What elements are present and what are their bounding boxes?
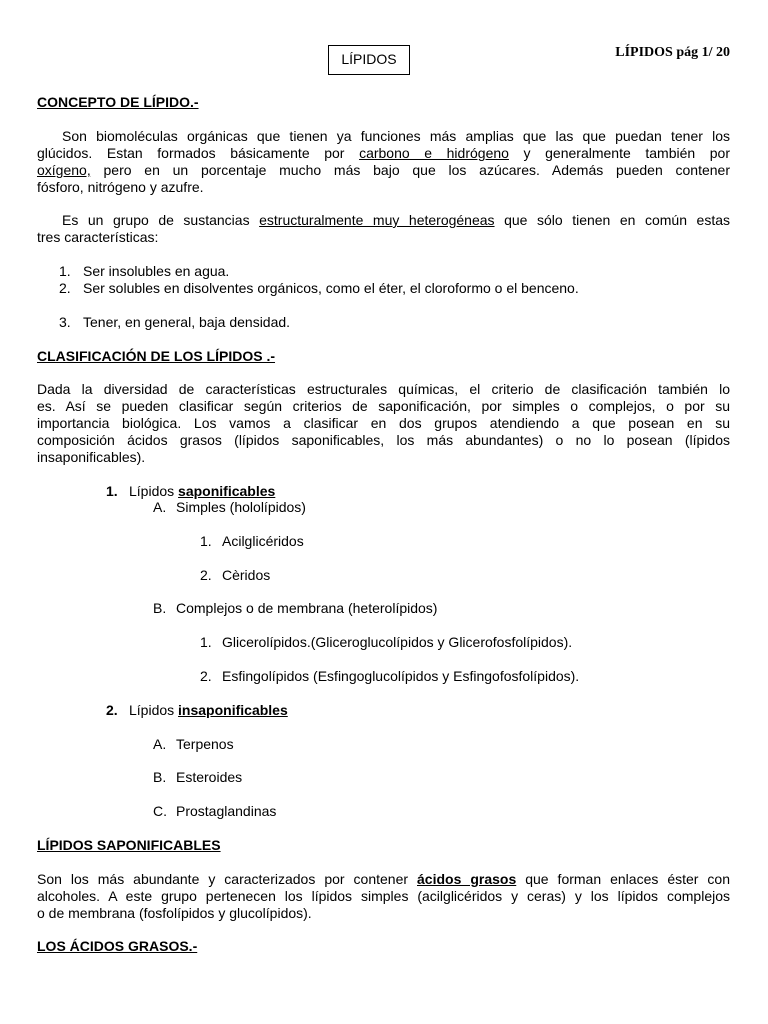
heading-acidos-grasos: LOS ÁCIDOS GRASOS.- bbox=[37, 938, 198, 954]
list-item: 1. Ser insolubles en agua. bbox=[59, 263, 230, 279]
document-page bbox=[37, 0, 730, 1024]
document-title-box bbox=[328, 45, 410, 75]
document-title: LÍPIDOS bbox=[341, 51, 397, 67]
list-item: 2. Esfingolípidos (Esfingoglucolípidos y Esfingofosfolípidos). bbox=[200, 668, 580, 684]
text-line: Son biomoléculas orgánicas que tienen ya funciones más amplias que las que puedan tener los bbox=[62, 128, 730, 144]
text-line: Son los más abundante y caracterizados por contener ácidos grasos que forman enlaces éster con bbox=[37, 871, 730, 887]
text-line: Es un grupo de sustancias estructuralmente muy heterogéneas que sólo tienen en común estas bbox=[62, 212, 730, 228]
list-item: B. Complejos o de membrana (heterolípidos) bbox=[153, 600, 438, 616]
list-item: 2. Cèridos bbox=[200, 567, 271, 583]
text-line: es. Así se pueden clasificar según criterios de saponificación, por simples o complejos, o por su bbox=[37, 398, 730, 414]
heading-concepto: CONCEPTO DE LÍPIDO.- bbox=[37, 94, 199, 110]
page-header-label: LÍPIDOS pág 1/ 20 bbox=[615, 45, 730, 60]
text-line: fósforo, nitrógeno y azufre. bbox=[37, 179, 204, 195]
text-line: oxígeno, pero en un porcentaje mucho más bajo que los azúcares. Además pueden contener bbox=[37, 162, 730, 178]
text-line: composición ácidos grasos (lípidos saponificables, los más abundantes) o no lo posean (lípidos bbox=[37, 432, 730, 448]
heading-saponificables: LÍPIDOS SAPONIFICABLES bbox=[37, 837, 221, 853]
text-line: Dada la diversidad de características estructurales químicas, el criterio de clasificación también lo bbox=[37, 381, 730, 397]
heading-clasificacion: CLASIFICACIÓN DE LOS LÍPIDOS .- bbox=[37, 348, 276, 364]
list-item: 1. Glicerolípidos.(Gliceroglucolípidos y Glicerofosfolípidos). bbox=[200, 634, 573, 650]
paragraph-concepto bbox=[37, 128, 730, 196]
text-line: o de membrana (fosfolípidos y glucolípidos). bbox=[37, 905, 312, 921]
list-item-insaponificables: 2. Lípidos insaponificables bbox=[106, 702, 288, 718]
list-item: A. Simples (hololípidos) bbox=[153, 499, 306, 515]
text-line: glúcidos. Estan formados básicamente por carbono e hidrógeno y generalmente también por bbox=[37, 145, 730, 161]
list-item: C. Prostaglandinas bbox=[153, 803, 277, 819]
list-item-saponificables: 1. Lípidos saponificables bbox=[106, 483, 276, 499]
text-line: insaponificables). bbox=[37, 449, 146, 465]
list-item: 1. Acilglicéridos bbox=[200, 533, 304, 549]
text-line: alcoholes. A este grupo pertenecen los lípidos simples (acilglicéridos y ceras) y los lípidos complejos bbox=[37, 888, 730, 904]
list-item: A. Terpenos bbox=[153, 736, 234, 752]
paragraph-clasificacion bbox=[37, 381, 730, 466]
paragraph-saponificables bbox=[37, 871, 730, 922]
list-item: 3. Tener, en general, baja densidad. bbox=[59, 314, 291, 330]
text-line: tres características: bbox=[37, 229, 159, 245]
list-item: B. Esteroides bbox=[153, 769, 243, 785]
text-line: importancia biológica. Los vamos a clasificar en dos grupos atendiendo a que posean en su bbox=[37, 415, 730, 431]
list-item: 2. Ser solubles en disolventes orgánicos, como el éter, el cloroformo o el benceno. bbox=[59, 280, 579, 296]
paragraph-grupo bbox=[37, 212, 730, 246]
